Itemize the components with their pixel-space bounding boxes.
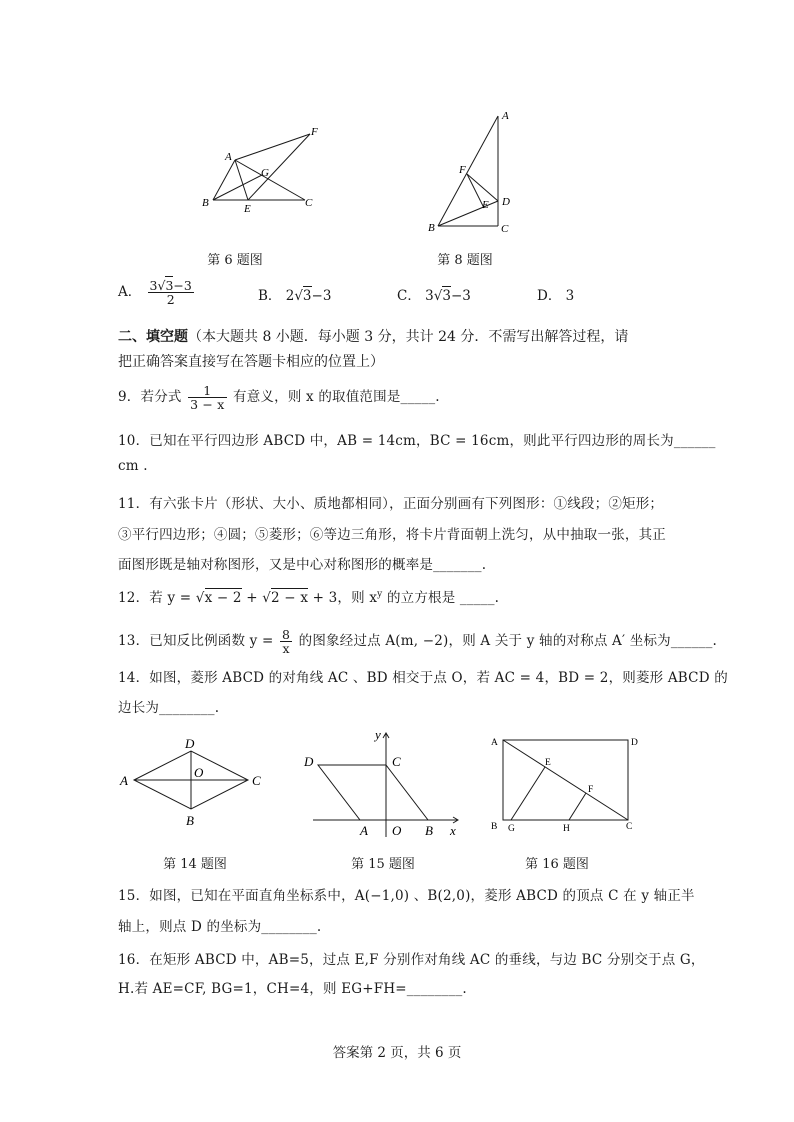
fig15-label-C: C (392, 754, 401, 769)
figure-16 (485, 730, 655, 835)
fig14-label-O: O (194, 765, 204, 780)
fig16-label-C: C (626, 822, 633, 832)
fig16-label-B: B (491, 822, 498, 832)
q12-plus: + (246, 590, 258, 606)
fig15-label-D: D (304, 754, 314, 769)
section-2-desc-line-2: 把正确答案直接写在答题卡相应的位置上） (118, 354, 384, 370)
q12-pre: 12．若 y = (118, 590, 192, 606)
question-15-line-2: 轴上，则点 D 的坐标为________. (118, 919, 322, 935)
fig15-label-A: A (360, 823, 368, 838)
choice-c-root: 3 (442, 288, 451, 304)
question-14-line-2: 边长为________. (118, 700, 220, 716)
fig15-label-y: y (375, 727, 381, 742)
figure-15-diagram (298, 725, 468, 840)
fig8-label-A: A (502, 110, 509, 122)
choice-b: B． 2√3−3 (258, 288, 332, 304)
figure-14-caption: 第 14 题图 (163, 857, 227, 872)
question-14-line-1: 14．如图，菱形 ABCD 的对角线 AC 、BD 相交于点 O，若 AC = 4，BD = 2，则菱形 ABCD 的 (118, 670, 728, 686)
figure-14-diagram (115, 735, 275, 835)
choice-b-coef: 2 (285, 288, 295, 304)
choice-b-root: 3 (302, 288, 312, 304)
q9-post: 有意义，则 x 的取值范围是_____. (233, 389, 440, 406)
choice-a-label: A． (118, 284, 142, 301)
choice-d (537, 284, 574, 304)
q13-pre: 13．已知反比例函数 y = (118, 633, 274, 650)
figure-6 (195, 120, 335, 220)
question-10-line-1: 10．已知在平行四边形 ABCD 中，AB = 14cm，BC = 16cm，则此平行四边形的周长为______ (118, 433, 716, 449)
choice-b-post: −3 (311, 288, 332, 304)
fig8-label-B: B (428, 222, 435, 234)
section-2-desc-1: （本大题共 8 小题．每小题 3 分，共计 24 分．不需写出解答过程，请 (188, 329, 629, 345)
figure-15-caption: 第 15 题图 (351, 857, 415, 872)
q12-root-2: 2 − x (271, 590, 309, 606)
q9-fraction (188, 384, 226, 411)
question-16-line-1: 16．在矩形 ABCD 中，AB=5，过点 E,F 分别作对角线 AC 的垂线，与边 BC 分别交于点 G， (118, 952, 705, 968)
question-13 (118, 628, 717, 655)
fig15-label-x: x (450, 823, 456, 838)
fig14-label-B: B (186, 813, 194, 828)
fig16-label-D: D (631, 738, 638, 748)
figure-8 (420, 108, 520, 233)
q9-num: 1 (188, 384, 226, 398)
choice-a-num-post: −3 (173, 278, 192, 293)
question-11-line-2: ③平行四边形；④圆；⑤菱形；⑥等边三角形，将卡片背面朝上洗匀，从中抽取一张，其正 (118, 527, 666, 543)
question-11-line-3: 面图形既是轴对称图形，又是中心对称图形的概率是_______. (118, 557, 487, 573)
section-2-header (118, 326, 628, 346)
fig6-label-F: F (311, 126, 318, 138)
fig15-label-B: B (425, 823, 433, 838)
q13-post: 的图象经过点 A(m, −2)，则 A 关于 y 轴的对称点 A′ 坐标为______. (298, 633, 718, 650)
fig16-label-H: H (563, 824, 570, 834)
q12-exponent: y (377, 589, 383, 600)
q12-tail: 的立方根是 _____. (386, 590, 500, 606)
fig14-label-A: A (120, 773, 128, 788)
q9-den: 3 − x (190, 397, 225, 413)
fig6-label-C: C (305, 197, 313, 209)
choice-d-label: D． (537, 288, 562, 304)
fig14-label-D: D (185, 736, 195, 751)
fig6-label-A: A (225, 151, 232, 163)
fig8-label-D: D (502, 196, 510, 208)
fig16-label-A: A (491, 738, 498, 748)
choice-c: C． 3√3−3 (397, 288, 471, 304)
figure-16-diagram (485, 730, 655, 835)
section-2-title: 二、填空题 (118, 329, 188, 345)
fig6-label-E: E (244, 203, 251, 215)
question-11-line-1: 11．有六张卡片（形状、大小、质地都相同），正面分别画有下列图形：①线段；②矩形； (118, 496, 664, 512)
choice-a-num-coef: 3 (149, 278, 158, 293)
figure-6-diagram (195, 120, 335, 220)
fig8-label-C: C (501, 223, 509, 235)
q12-post: + 3，则 x (312, 590, 378, 606)
choice-c-label: C． (397, 288, 421, 304)
question-15-line-1: 15．如图，已知在平面直角坐标系中，A(−1,0) 、B(2,0)，菱形 ABCD 的顶点 C 在 y 轴正半 (118, 888, 695, 904)
question-10-line-2: cm . (118, 458, 148, 474)
figure-8-diagram (420, 108, 520, 233)
fig14-label-C: C (252, 773, 261, 788)
fig6-label-B: B (202, 197, 209, 209)
figure-14 (115, 735, 275, 835)
choice-b-label: B． (258, 288, 282, 304)
fig16-label-E: E (545, 758, 551, 768)
question-16-line-2: H.若 AE=CF, BG=1，CH=4，则 EG+FH=________. (118, 981, 467, 997)
figure-6-caption: 第 6 题图 (207, 253, 263, 268)
choice-a-num-root: 3 (165, 278, 174, 293)
page-footer: 答案第 2 页，共 6 页 (332, 1045, 462, 1061)
fig16-label-G: G (508, 824, 515, 834)
choice-a (118, 279, 196, 306)
figure-15 (298, 725, 468, 840)
q9-pre: 9．若分式 (118, 389, 182, 406)
fig8-label-E: E (482, 199, 489, 211)
fig8-label-F: F (459, 164, 466, 176)
fig6-label-G: G (261, 167, 269, 179)
choice-d-value: 3 (565, 288, 575, 304)
question-9 (118, 384, 440, 411)
fig15-label-O: O (392, 823, 402, 838)
choice-c-post: −3 (450, 288, 471, 304)
q13-den: x (282, 641, 290, 657)
q13-num: 8 (282, 627, 291, 642)
q12-root-1: x − 2 (204, 590, 242, 606)
choice-c-coef: 3 (425, 288, 434, 304)
question-12: 12．若 y = √x − 2 + √2 − x + 3，则 $x^y$ 的立方根是 _____. (118, 589, 500, 606)
q13-fraction (280, 628, 292, 655)
choice-a-fraction: $\frac{3√3-3}{2}$ (149, 278, 192, 308)
figure-8-caption: 第 8 题图 (437, 253, 493, 268)
figure-16-caption: 第 16 题图 (525, 857, 589, 872)
fig16-label-F: F (588, 785, 594, 795)
choice-a-den: 2 (166, 292, 175, 308)
